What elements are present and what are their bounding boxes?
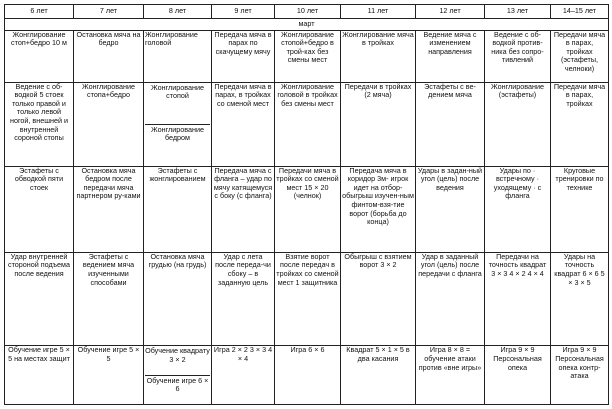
table-cell: Передачи мяча в тройках со сменой мест 15 × 20 (челнок) <box>275 166 341 252</box>
table-cell: Квадрат 5 × 1 × 5 в два касания <box>341 346 416 405</box>
table-cell: Удары на точность квадрат 6 × 6 5 × 3 × 5 <box>551 252 609 346</box>
age-header: 11 лет <box>341 5 416 19</box>
table-cell: Игра 2 × 2 3 × 3 4 × 4 <box>212 346 275 405</box>
table-cell: Обучение игре 5 × 5 на местах защит <box>5 346 74 405</box>
table-cell: Жонглирование стопа+бедро <box>74 82 144 166</box>
table-cell: Передача мяча в коридор 3м- игрок идет на отбор-обыгрыш изучен-ным финтом-взя-тие ворот (борьба до конца) <box>341 166 416 252</box>
table-cell: Удар внутренней стороной подъема после ведения <box>5 252 74 346</box>
table-cell: Жонглирование головой <box>144 30 212 82</box>
table-cell: Удар в заданный угол (цель) после передачи с фланга <box>416 252 485 346</box>
table-subcell: Обучение игре 6 × 6 <box>145 375 210 404</box>
table-cell: Взятие ворот после передач в тройках со сменой мест 1 защитника <box>275 252 341 346</box>
table-cell: Остановка мяча бедром после передачи мяча партнером ру-ками <box>74 166 144 252</box>
table-cell: Передачи в тройках (2 мяча) <box>341 82 416 166</box>
age-header: 10 лет <box>275 5 341 19</box>
table-cell: Круговые тренировки по технике <box>551 166 609 252</box>
table-subcell: Жонглирование бедром <box>145 124 210 166</box>
age-header: 13 лет <box>485 5 551 19</box>
table-cell: Жонглирование мяча в тройках <box>341 30 416 82</box>
table-cell-split <box>144 82 212 166</box>
age-header: 14–15 лет <box>551 5 609 19</box>
table-row <box>5 346 609 405</box>
table-cell: Обучение игре 5 × 5 <box>74 346 144 405</box>
table-cell: Удары в задан-ный угол (цель) после ведения <box>416 166 485 252</box>
age-header: 9 лет <box>212 5 275 19</box>
table-row <box>5 166 609 252</box>
table-cell: Ведение мяча с изменением направления <box>416 30 485 82</box>
table-row <box>5 252 609 346</box>
table-cell: Удары по · встречному · уходящему · с фланга <box>485 166 551 252</box>
table-cell: Остановка мяча на бедро <box>74 30 144 82</box>
table-cell-split <box>144 346 212 405</box>
age-header: 12 лет <box>416 5 485 19</box>
table-subcell: Жонглирование стопой <box>151 82 204 101</box>
table-cell: Передачи мяча в парах, тройках (эстафеты, челноки) <box>551 30 609 82</box>
month-row <box>5 18 609 30</box>
table-cell: Игра 6 × 6 <box>275 346 341 405</box>
table-cell: Обыгрыш с взятием ворот 3 × 2 <box>341 252 416 346</box>
table-cell: Передача мяча с фланга – удар по мячу катящемуся с боку (с фланга) <box>212 166 275 252</box>
table-cell: Игра 9 × 9 Персональная опека <box>485 346 551 405</box>
training-plan-table <box>4 4 609 405</box>
age-header: 6 лет <box>5 5 74 19</box>
age-header: 7 лет <box>74 5 144 19</box>
table-cell: Жонглирование стоп+бедро 10 м <box>5 30 74 82</box>
age-header: 8 лет <box>144 5 212 19</box>
table-cell: Ведение с об-водкой против-ника без сопро-тивлений <box>485 30 551 82</box>
table-cell: Игра 9 × 9 Персональная опека контр-атака <box>551 346 609 405</box>
table-cell: Эстафеты с ведением мяча изученными способами <box>74 252 144 346</box>
table-cell: Передачи мяча в парах, в тройках со сменой мест <box>212 82 275 166</box>
table-row <box>5 30 609 82</box>
table-cell: Эстафеты с ве-дением мяча <box>416 82 485 166</box>
table-cell: Передачи на точность квадрат 3 × 3 4 × 2 4 × 4 <box>485 252 551 346</box>
table-cell: Удар с лета после переда-чи сбоку – в заданную цель <box>212 252 275 346</box>
table-subcell: Обучение квадрату 3 × 2 <box>145 346 210 365</box>
table-cell: Жонглирование стопой+бедро в трой-ках без смены мест <box>275 30 341 82</box>
table-cell: Передачи мяча в парах, тройках <box>551 82 609 166</box>
table-cell: Игра 8 × 8 = обучение атаки против «вне игры» <box>416 346 485 405</box>
table-cell: Передача мяча в парах по скачущему мячу <box>212 30 275 82</box>
table-cell: Остановка мяча грудью (на грудь) <box>144 252 212 346</box>
month-label: март <box>5 18 609 30</box>
table-cell: Эстафеты с обводкой пяти стоек <box>5 166 74 252</box>
table-cell: Жонглирование головой в тройках без смены мест <box>275 82 341 166</box>
table-cell: Эстафеты с жонглированием <box>144 166 212 252</box>
table-cell: Ведение с об-водкой 5 стоек только правой и только левой ногой, внешней и внутренней сороной стопы <box>5 82 74 166</box>
table-cell: Жонглирование (эстафеты) <box>485 82 551 166</box>
age-header-row <box>5 5 609 19</box>
table-row <box>5 82 609 166</box>
